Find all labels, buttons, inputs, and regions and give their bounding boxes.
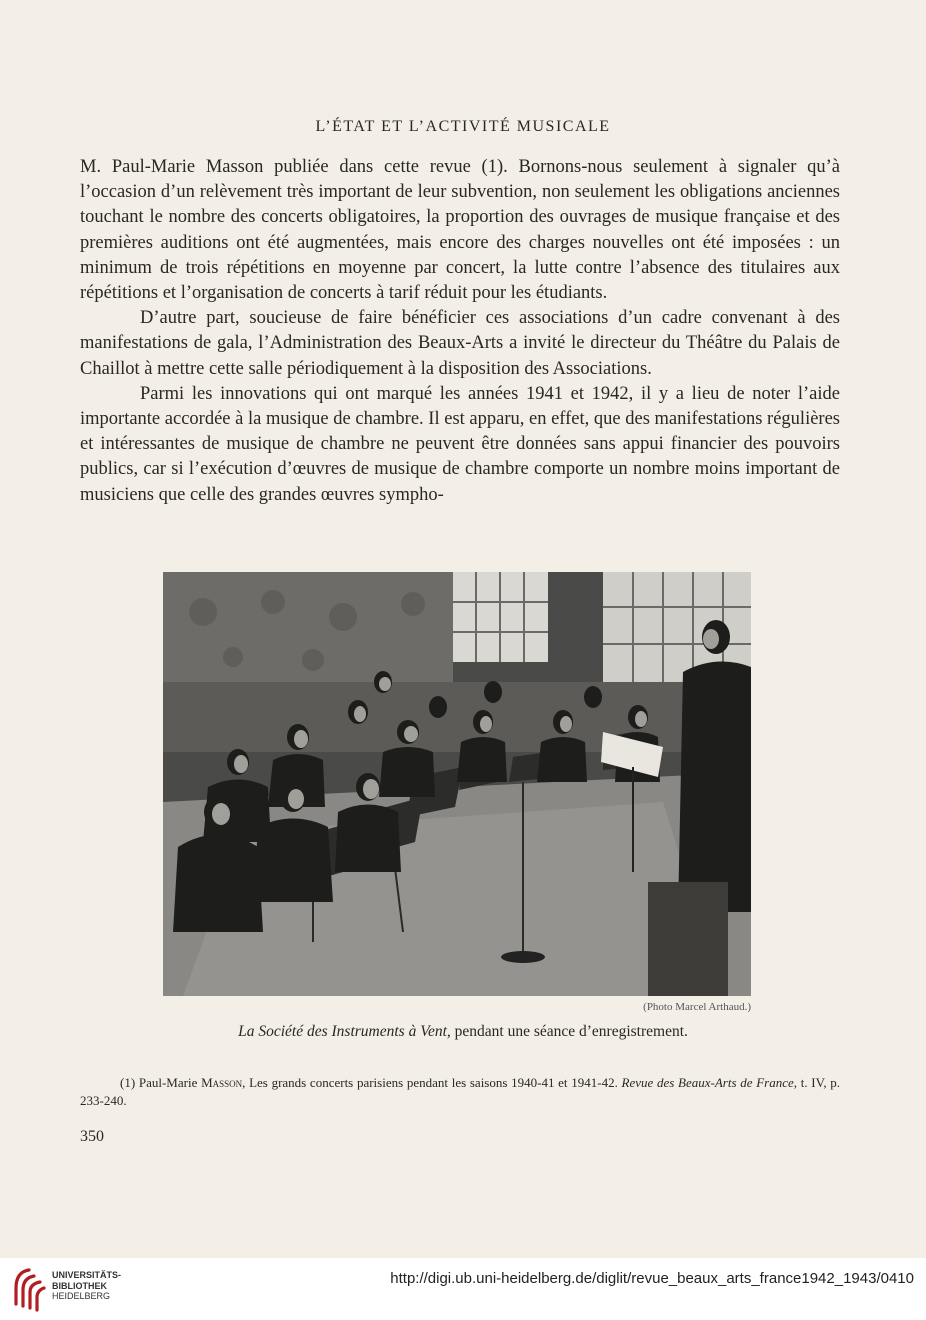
footnote-tail: , t. IV, p. 233-240. [80,1075,841,1108]
source-url-link[interactable]: http://digi.ub.uni-heidelberg.de/diglit/revue_beaux_arts_france1942_1943/0410 [390,1270,914,1287]
university-logo-text: UNIVERSITÄTS- BIBLIOTHEK HEIDELBERG [52,1270,122,1301]
caption-text: pendant une séance d’enregistrement. [450,1023,688,1040]
footnote-text: , Les grands concerts parisiens pendant les saisons 1940-41 et 1941-42. [242,1075,622,1090]
photo-credit: (Photo Marcel Arthaud.) [643,1001,751,1013]
body-text [80,155,840,508]
footnote-marker: (1) Paul-Marie [120,1075,202,1090]
paragraph: Parmi les innovations qui ont marqué les années 1941 et 1942, il y a lieu de noter l’aide importante accordée à la musique de chambre. Il est apparu, en effet, que des manifestations régulières et intéressantes de musique de chambre ne peuvent être données sans appui financier des pouvoirs publics, car si l’exécution d’œuvres de musique de chambre comporte un nombre moins important de musiciens que celle des grandes œuvres sympho- [80,383,840,505]
footnote-journal: Revue des Beaux-Arts de France [621,1075,794,1090]
figure-caption [0,1023,926,1041]
running-header: L’ÉTAT ET L’ACTIVITÉ MUSICALE [315,118,611,135]
caption-title: La Société des Instruments à Vent, [238,1023,451,1040]
footnote [80,1074,840,1110]
page-number: 350 [80,1128,104,1145]
paragraph: M. Paul-Marie Masson publiée dans cette revue (1). Bornons-nous seulement à signaler qu’à l’occasion d’un relèvement très important de leur subvention, non seulement les obligations anciennes touchant le nombre des concerts obligatoires, la proportion des ouvrages de musique française et des premières auditions ont été augmentées, mais encore des charges nouvelles ont été imposées : un minimum de trois répétitions en moyenne par concert, la lutte contre l’absence des titulaires aux répétitions et l’organisation de concerts à tarif réduit pour les étudiants. [80,157,840,304]
footer-bar [0,1258,926,1320]
orchestra-photo [163,572,751,996]
footnote-author: Masson [201,1075,243,1090]
university-logo-icon [10,1264,48,1316]
paragraph: D’autre part, soucieuse de faire bénéficier ces associations d’un cadre convenant à des manifestations de gala, l’Administration des Beaux-Arts a invité le directeur du Théâtre du Palais de Chaillot à mettre cette salle périodiquement à la disposition des Associations. [80,308,840,379]
